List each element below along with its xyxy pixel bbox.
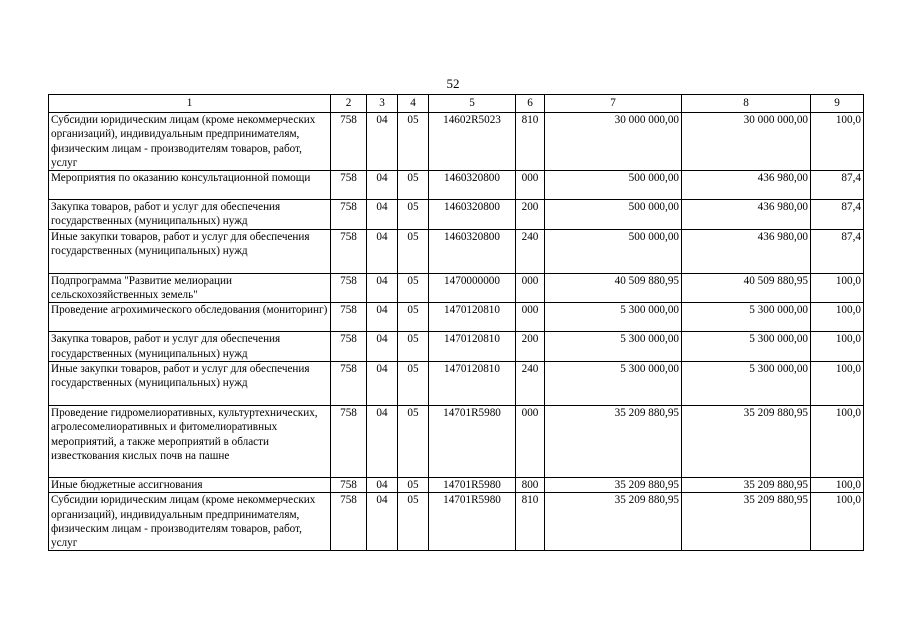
execution-percent: 100,0 <box>811 332 864 362</box>
executed-amount: 35 209 880,95 <box>682 477 811 492</box>
item-name: Субсидии юридическим лицам (кроме некоммерческих организаций), индивидуальным предпринимателям, физическим лицам - производителям товаров, работ, услуг <box>49 493 331 551</box>
table-row <box>49 361 864 405</box>
section-code: 04 <box>367 113 398 171</box>
executed-amount: 35 209 880,95 <box>682 405 811 477</box>
header-cell: 4 <box>398 95 429 113</box>
planned-amount: 30 000 000,00 <box>545 113 682 171</box>
item-name: Иные бюджетные ассигнования <box>49 477 331 492</box>
section-code: 04 <box>367 229 398 273</box>
planned-amount: 5 300 000,00 <box>545 361 682 405</box>
section-code: 04 <box>367 200 398 230</box>
section-code: 04 <box>367 303 398 332</box>
header-cell: 1 <box>49 95 331 113</box>
item-name: Проведение гидромелиоративных, культуртехнических, агролесомелиоративных и фитомелиоративных мероприятий, а также мероприятий в области известкования кислых почв на пашне <box>49 405 331 477</box>
ministry-code: 758 <box>331 361 367 405</box>
planned-amount: 5 300 000,00 <box>545 303 682 332</box>
subsection-code: 05 <box>398 229 429 273</box>
expense-type-code: 240 <box>516 229 545 273</box>
item-name: Субсидии юридическим лицам (кроме некоммерческих организаций), индивидуальным предпринимателям, физическим лицам - производителям товаров, работ, услуг <box>49 113 331 171</box>
subsection-code: 05 <box>398 273 429 303</box>
execution-percent: 100,0 <box>811 113 864 171</box>
item-name: Проведение агрохимического обследования (мониторинг) <box>49 303 331 332</box>
target-article-code: 1470120810 <box>429 303 516 332</box>
item-name: Иные закупки товаров, работ и услуг для обеспечения государственных (муниципальных) нужд <box>49 229 331 273</box>
planned-amount: 35 209 880,95 <box>545 405 682 477</box>
execution-percent: 87,4 <box>811 229 864 273</box>
target-article-code: 14701R5980 <box>429 405 516 477</box>
section-code: 04 <box>367 332 398 362</box>
header-cell: 2 <box>331 95 367 113</box>
page-number: 52 <box>446 76 460 91</box>
target-article-code: 1470120810 <box>429 361 516 405</box>
item-name: Подпрограмма "Развитие мелиорации сельскохозяйственных земель" <box>49 273 331 303</box>
budget-table <box>48 94 864 551</box>
execution-percent: 100,0 <box>811 273 864 303</box>
item-name: Закупка товаров, работ и услуг для обеспечения государственных (муниципальных) нужд <box>49 332 331 362</box>
ministry-code: 758 <box>331 171 367 200</box>
execution-percent: 100,0 <box>811 361 864 405</box>
subsection-code: 05 <box>398 171 429 200</box>
expense-type-code: 200 <box>516 200 545 230</box>
target-article-code: 14602R5023 <box>429 113 516 171</box>
target-article-code: 1470120810 <box>429 332 516 362</box>
planned-amount: 35 209 880,95 <box>545 477 682 492</box>
ministry-code: 758 <box>331 200 367 230</box>
expense-type-code: 000 <box>516 273 545 303</box>
target-article-code: 14701R5980 <box>429 493 516 551</box>
section-code: 04 <box>367 171 398 200</box>
execution-percent: 100,0 <box>811 405 864 477</box>
ministry-code: 758 <box>331 273 367 303</box>
execution-percent: 100,0 <box>811 477 864 492</box>
expense-type-code: 200 <box>516 332 545 362</box>
target-article-code: 14701R5980 <box>429 477 516 492</box>
section-code: 04 <box>367 361 398 405</box>
expense-type-code: 000 <box>516 405 545 477</box>
ministry-code: 758 <box>331 405 367 477</box>
executed-amount: 436 980,00 <box>682 171 811 200</box>
subsection-code: 05 <box>398 303 429 332</box>
execution-percent: 100,0 <box>811 493 864 551</box>
planned-amount: 500 000,00 <box>545 200 682 230</box>
planned-amount: 5 300 000,00 <box>545 332 682 362</box>
table-row <box>49 332 864 362</box>
table-row <box>49 493 864 551</box>
subsection-code: 05 <box>398 493 429 551</box>
header-cell: 3 <box>367 95 398 113</box>
executed-amount: 40 509 880,95 <box>682 273 811 303</box>
executed-amount: 35 209 880,95 <box>682 493 811 551</box>
planned-amount: 40 509 880,95 <box>545 273 682 303</box>
subsection-code: 05 <box>398 405 429 477</box>
table-row <box>49 405 864 477</box>
header-cell: 6 <box>516 95 545 113</box>
header-cell: 5 <box>429 95 516 113</box>
execution-percent: 100,0 <box>811 303 864 332</box>
section-code: 04 <box>367 405 398 477</box>
executed-amount: 5 300 000,00 <box>682 332 811 362</box>
expense-type-code: 000 <box>516 171 545 200</box>
subsection-code: 05 <box>398 200 429 230</box>
expense-type-code: 800 <box>516 477 545 492</box>
expense-type-code: 810 <box>516 493 545 551</box>
subsection-code: 05 <box>398 477 429 492</box>
table-row <box>49 113 864 171</box>
header-cell: 7 <box>545 95 682 113</box>
executed-amount: 5 300 000,00 <box>682 361 811 405</box>
execution-percent: 87,4 <box>811 200 864 230</box>
ministry-code: 758 <box>331 113 367 171</box>
header-row <box>49 95 864 113</box>
header-cell: 8 <box>682 95 811 113</box>
item-name: Иные закупки товаров, работ и услуг для обеспечения государственных (муниципальных) нужд <box>49 361 331 405</box>
target-article-code: 1460320800 <box>429 171 516 200</box>
planned-amount: 35 209 880,95 <box>545 493 682 551</box>
table-row <box>49 171 864 200</box>
item-name: Закупка товаров, работ и услуг для обеспечения государственных (муниципальных) нужд <box>49 200 331 230</box>
ministry-code: 758 <box>331 332 367 362</box>
execution-percent: 87,4 <box>811 171 864 200</box>
target-article-code: 1460320800 <box>429 200 516 230</box>
executed-amount: 436 980,00 <box>682 229 811 273</box>
ministry-code: 758 <box>331 477 367 492</box>
executed-amount: 436 980,00 <box>682 200 811 230</box>
subsection-code: 05 <box>398 361 429 405</box>
item-name: Мероприятия по оказанию консультационной помощи <box>49 171 331 200</box>
ministry-code: 758 <box>331 229 367 273</box>
subsection-code: 05 <box>398 113 429 171</box>
subsection-code: 05 <box>398 332 429 362</box>
header-cell: 9 <box>811 95 864 113</box>
table-row <box>49 229 864 273</box>
table-row <box>49 303 864 332</box>
target-article-code: 1470000000 <box>429 273 516 303</box>
expense-type-code: 810 <box>516 113 545 171</box>
table-row <box>49 477 864 492</box>
table-row <box>49 273 864 303</box>
executed-amount: 5 300 000,00 <box>682 303 811 332</box>
planned-amount: 500 000,00 <box>545 229 682 273</box>
planned-amount: 500 000,00 <box>545 171 682 200</box>
section-code: 04 <box>367 273 398 303</box>
target-article-code: 1460320800 <box>429 229 516 273</box>
expense-type-code: 240 <box>516 361 545 405</box>
expense-type-code: 000 <box>516 303 545 332</box>
ministry-code: 758 <box>331 303 367 332</box>
section-code: 04 <box>367 493 398 551</box>
executed-amount: 30 000 000,00 <box>682 113 811 171</box>
ministry-code: 758 <box>331 493 367 551</box>
section-code: 04 <box>367 477 398 492</box>
table-row <box>49 200 864 230</box>
